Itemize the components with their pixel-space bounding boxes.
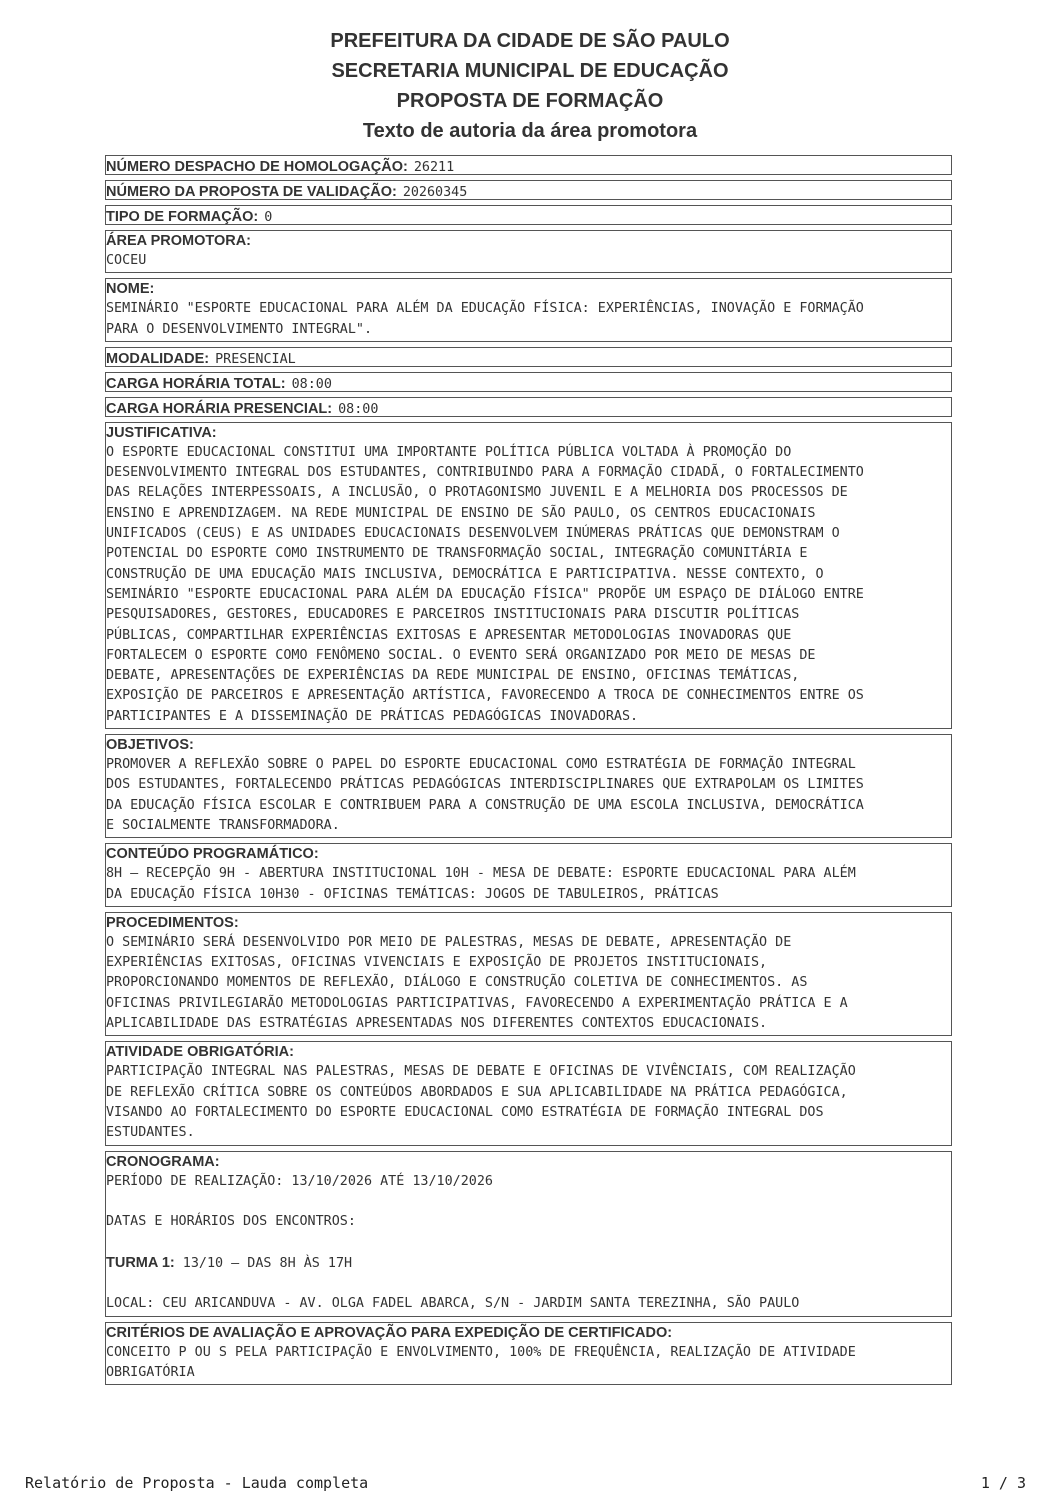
field-value: COCEU: [106, 253, 147, 268]
page-footer: [25, 1474, 1026, 1494]
field-label: CARGA HORÁRIA TOTAL:: [106, 375, 286, 392]
field-value: 8H – RECEPÇÃO 9H - ABERTURA INSTITUCIONAL 10H - MESA DE DEBATE: ESPORTE EDUCACIONAL PARA ALÉM DA EDUCAÇÃO FÍSICA 10H30 - OFICINAS TEMÁTICAS: JOGOS DE TABULEIROS, PRÁTICAS: [106, 866, 856, 902]
field-despacho: [105, 155, 952, 175]
header-prefeitura: PREFEITURA DA CIDADE DE SÃO PAULO: [330, 30, 730, 52]
cronograma-periodo: PERÍODO DE REALIZAÇÃO: 13/10/2026 ATÉ 13/10/2026: [106, 1173, 493, 1189]
field-value: PRESENCIAL: [215, 351, 296, 367]
field-value: 20260345: [402, 185, 468, 200]
field-carga-total: [105, 372, 952, 392]
field-label: NÚMERO DESPACHO DE HOMOLOGAÇÃO:: [106, 159, 408, 175]
field-value: PARTICIPAÇÃO INTEGRAL NAS PALESTRAS, MESAS DE DEBATE E OFICINAS DE VIVÊNCIAIS, COM REALIZAÇÃO DE REFLEXÃO CRÍTICA SOBRE OS CONTEÚDOS ABORDADOS E SUA APLICABILIDADE NA PRÁTICA PEDAGÓGICA, VISANDO AO FORTALECIMENTO DO ESPORTE EDUCACIONAL COMO ESTRATÉGIA DE FORMAÇÃO INTEGRAL DOS ESTUDANTES.: [106, 1064, 856, 1141]
field-value: O ESPORTE EDUCACIONAL CONSTITUI UMA IMPORTANTE POLÍTICA PÚBLICA VOLTADA À PROMOÇÃO DO DESENVOLVIMENTO INTEGRAL DOS ESTUDANTES, CONTRIBUINDO PARA A FORMAÇÃO CIDADÃ, O FORTALECIMENTO DAS RELAÇÕES INTERPESSOAIS, A INCLUSÃO, O PROTAGONISMO JUVENIL E A MELHORIA DOS PROCESSOS DE ENSINO E APRENDIZAGEM. NA REDE MUNICIPAL DE ENSINO DE SÃO PAULO, OS CENTROS EDUCACIONAIS UNIFICADOS (CEUS) E AS UNIDADES EDUCACIONAIS DESENVOLVEM INÚMERAS PRÁTICAS QUE DEMONSTRAM O POTENCIAL DO ESPORTE COMO INSTRUMENTO DE TRANSFORMAÇÃO SOCIAL, INTEGRAÇÃO COMUNITÁRIA E CONSTRUÇÃO DE UMA EDUCAÇÃO MAIS INCLUSIVA, DEMOCRÁTICA E PARTICIPATIVA. NESSE CONTEXTO, O SEMINÁRIO "ESPORTE EDUCACIONAL PARA ALÉM DA EDUCAÇÃO FÍSICA" PROPÕE UM ESPAÇO DE DIÁLOGO ENTRE PESQUISADORES, GESTORES, EDUCADORES E PARCEIROS INSTITUCIONAIS PARA DISCUTIR POLÍTICAS PÚBLICAS, COMPARTILHAR EXPERIÊNCIAS EXITOSAS E APRESENTAR METODOLOGIAS INOVADORAS QUE FORTALECEM O ESPORTE COMO FENÔMENO SOCIAL. O EVENTO SERÁ ORGANIZADO POR MEIO DE MESAS DE DEBATE, APRESENTAÇÕES DE EXPERIÊNCIAS DA REDE MUNICIPAL DE ENSINO, OFICINAS TEMÁTICAS, EXPOSIÇÃO DE PARCEIROS E APRESENTAÇÃO ARTÍSTICA, FAVORECENDO A TROCA DE CONHECIMENTOS ENTRE OS PARTICIPANTES E A DISSEMINAÇÃO DE PRÁTICAS PEDAGÓGICAS INOVADORAS.: [106, 444, 864, 724]
field-label: TIPO DE FORMAÇÃO:: [106, 209, 259, 225]
field-procedimentos: [105, 912, 952, 1036]
field-justificativa: [105, 422, 952, 729]
field-label: NÚMERO DA PROPOSTA DE VALIDAÇÃO:: [106, 184, 397, 200]
header-subtitle: Texto de autoria da área promotora: [362, 120, 698, 142]
field-modalidade: [105, 347, 952, 367]
field-atividade-obrigatoria: [105, 1041, 952, 1145]
field-tipo-formacao: [105, 205, 952, 225]
field-label: CRITÉRIOS DE AVALIAÇÃO E APROVAÇÃO PARA EXPEDIÇÃO DE CERTIFICADO:: [106, 1324, 673, 1341]
field-label: NOME:: [106, 281, 155, 298]
page-number: 1 / 3: [980, 1474, 1026, 1492]
cronograma-spacer: [106, 1232, 951, 1252]
field-label: MODALIDADE:: [106, 350, 210, 367]
field-value: O SEMINÁRIO SERÁ DESENVOLVIDO POR MEIO DE PALESTRAS, MESAS DE DEBATE, APRESENTAÇÃO DE EXPERIÊNCIAS EXITOSAS, OFICINAS VIVENCIAIS E EXPOSIÇÃO DE PROJETOS INSTITUCIONAIS, PROPORCIONANDO MOMENTOS DE REFLEXÃO, DIÁLOGO E CONSTRUÇÃO COLETIVA DE CONHECIMENTOS. AS OFICINAS PRIVILEGIARÃO METODOLOGIAS PARTICIPATIVAS, FAVORECENDO A EXPERIMENTAÇÃO PRÁTICA E A APLICABILIDADE DAS ESTRATÉGIAS APRESENTADAS NOS DIFERENTES CONTEXTOS EDUCACIONAIS.: [106, 934, 848, 1032]
document-header: [0, 26, 1060, 146]
cronograma-spacer: [106, 1274, 951, 1294]
field-conteudo-programatico: [105, 843, 952, 907]
footer-report-title: Relatório de Proposta - Lauda completa: [25, 1474, 369, 1492]
cronograma-datas: DATAS E HORÁRIOS DOS ENCONTROS:: [106, 1214, 356, 1230]
field-label: ÁREA PROMOTORA:: [106, 233, 251, 249]
field-carga-presencial: [105, 397, 952, 417]
cronograma-local: LOCAL: CEU ARICANDUVA - AV. OLGA FADEL ABARCA, S/N - JARDIM SANTA TEREZINHA, SÃO PAULO: [106, 1296, 800, 1312]
cronograma-turma: [106, 1253, 951, 1274]
field-value: 08:00: [291, 376, 332, 392]
field-objetivos: [105, 734, 952, 838]
turma-label: TURMA 1:: [106, 1254, 175, 1271]
field-value: 0: [264, 210, 273, 225]
field-label: ATIVIDADE OBRIGATÓRIA:: [106, 1044, 294, 1061]
header-proposta: PROPOSTA DE FORMAÇÃO: [396, 90, 664, 112]
field-value: PROMOVER A REFLEXÃO SOBRE O PAPEL DO ESPORTE EDUCACIONAL COMO ESTRATÉGIA DE FORMAÇÃO INTEGRAL DOS ESTUDANTES, FORTALECENDO PRÁTICAS PEDAGÓGICAS INTERDISCIPLINARES QUE EXTRAPOLAM OS LIMITES DA EDUCAÇÃO FÍSICA ESCOLAR E CONTRIBUEM PARA A CONSTRUÇÃO DE UMA ESCOLA INCLUSIVA, DEMOCRÁTICA E SOCIALMENTE TRANSFORMADORA.: [106, 757, 864, 833]
field-value: SEMINÁRIO "ESPORTE EDUCACIONAL PARA ALÉM DA EDUCAÇÃO FÍSICA: EXPERIÊNCIAS, INOVAÇÃO E FORMAÇÃO PARA O DESENVOLVIMENTO INTEGRAL".: [106, 301, 864, 337]
turma-value: 13/10 – DAS 8H ÀS 17H: [182, 1255, 353, 1271]
field-nome: [105, 278, 952, 342]
field-label: PROCEDIMENTOS:: [106, 914, 239, 931]
field-criterios: [105, 1322, 952, 1386]
field-cronograma: [105, 1151, 952, 1317]
field-label: CONTEÚDO PROGRAMÁTICO:: [106, 846, 319, 863]
cronograma-spacer: [106, 1192, 951, 1212]
field-value: CONCEITO P OU S PELA PARTICIPAÇÃO E ENVOLVIMENTO, 100% DE FREQUÊNCIA, REALIZAÇÃO DE ATIVIDADE OBRIGATÓRIA: [106, 1344, 856, 1380]
field-label: CARGA HORÁRIA PRESENCIAL:: [106, 400, 333, 417]
field-label: JUSTIFICATIVA:: [106, 424, 217, 441]
field-label: OBJETIVOS:: [106, 737, 194, 754]
form-content: [105, 155, 952, 1390]
field-proposta: [105, 180, 952, 200]
field-value: 26211: [413, 160, 455, 175]
field-label: CRONOGRAMA:: [106, 1153, 220, 1170]
header-secretaria: SECRETARIA MUNICIPAL DE EDUCAÇÃO: [331, 60, 729, 82]
field-area-promotora: [105, 230, 952, 273]
field-value: 08:00: [338, 401, 379, 417]
